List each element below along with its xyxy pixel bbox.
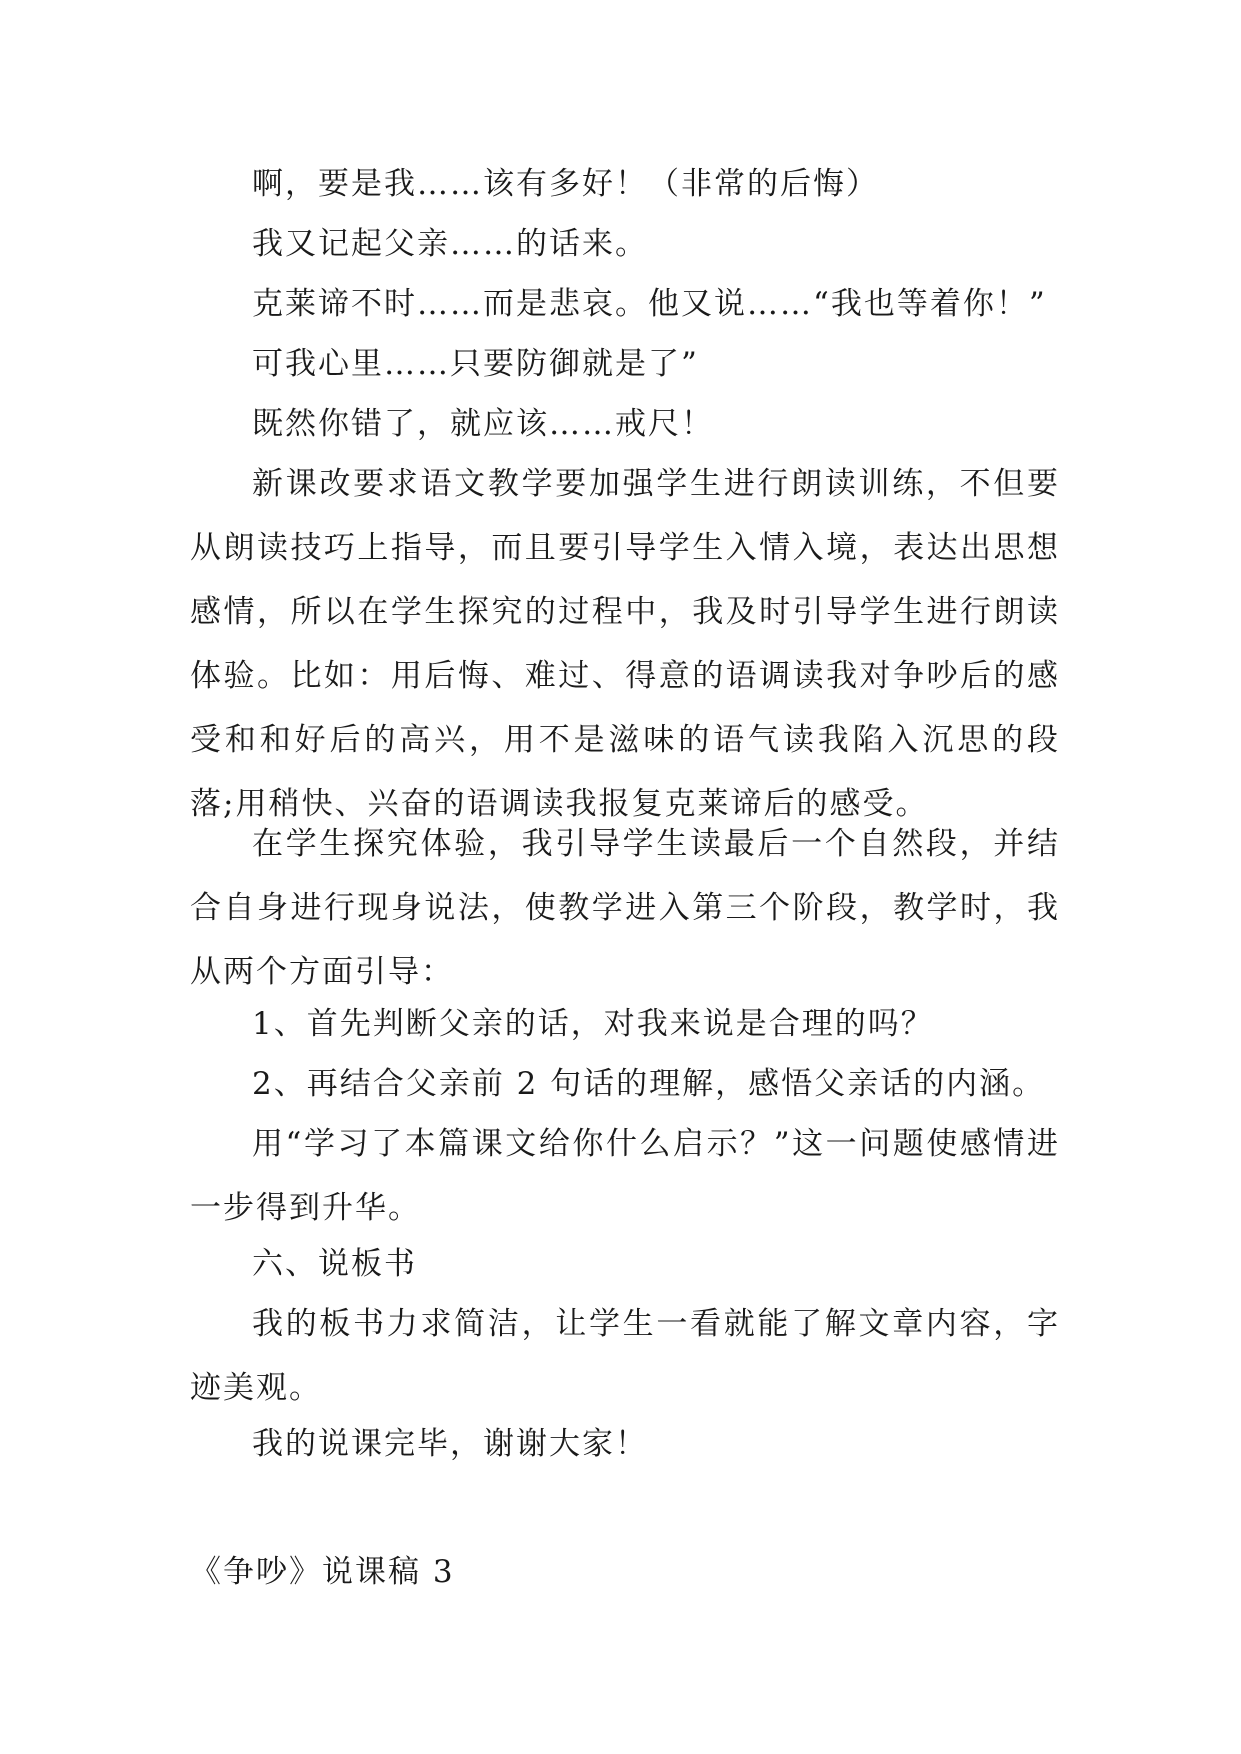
section-title: 《争吵》说课稿 3 xyxy=(190,1554,455,1590)
paragraph-explore-experience: 在学生探究体验，我引导学生读最后一个自然段，并结合自身进行现身说法，使教学进入第三个阶段，教学时，我从两个方面引导： xyxy=(190,826,1060,990)
paragraph-point-one: 1、首先判断父亲的话，对我来说是合理的吗？ xyxy=(252,1006,934,1042)
paragraph-ruler-line: 既然你错了，就应该……戒尺！ xyxy=(252,406,714,442)
section-heading-blackboard: 六、说板书 xyxy=(252,1246,417,1282)
paragraph-father-words: 我又记起父亲……的话来。 xyxy=(252,226,648,262)
paragraph-blackboard: 我的板书力求简洁，让学生一看就能了解文章内容，字迹美观。 xyxy=(190,1306,1060,1406)
paragraph-defense-line: 可我心里……只要防御就是了” xyxy=(252,346,699,382)
paragraph-enlightenment: 用“学习了本篇课文给你什么启示？”这一问题使感情进一步得到升华。 xyxy=(190,1126,1060,1226)
paragraph-kelaidi-line: 克莱谛不时……而是悲哀。他又说……“我也等着你！” xyxy=(252,286,1047,322)
paragraph-point-two: 2、再结合父亲前 2 句话的理解，感悟父亲话的内涵。 xyxy=(252,1066,1046,1102)
paragraph-reading-training: 新课改要求语文教学要加强学生进行朗读训练，不但要从朗读技巧上指导，而且要引导学生入情入境，表达出思想感情，所以在学生探究的过程中，我及时引导学生进行朗读体验。比如：用后悔、难过、得意的语调读我对争吵后的感受和和好后的高兴，用不是滋味的语气读我陷入沉思的段落;用稍快、兴奋的语调读我报复克莱谛后的感受。 xyxy=(190,466,1060,822)
paragraph-closing: 我的说课完毕，谢谢大家！ xyxy=(252,1426,648,1462)
paragraph-regret-line: 啊，要是我……该有多好！（非常的后悔） xyxy=(252,166,879,202)
